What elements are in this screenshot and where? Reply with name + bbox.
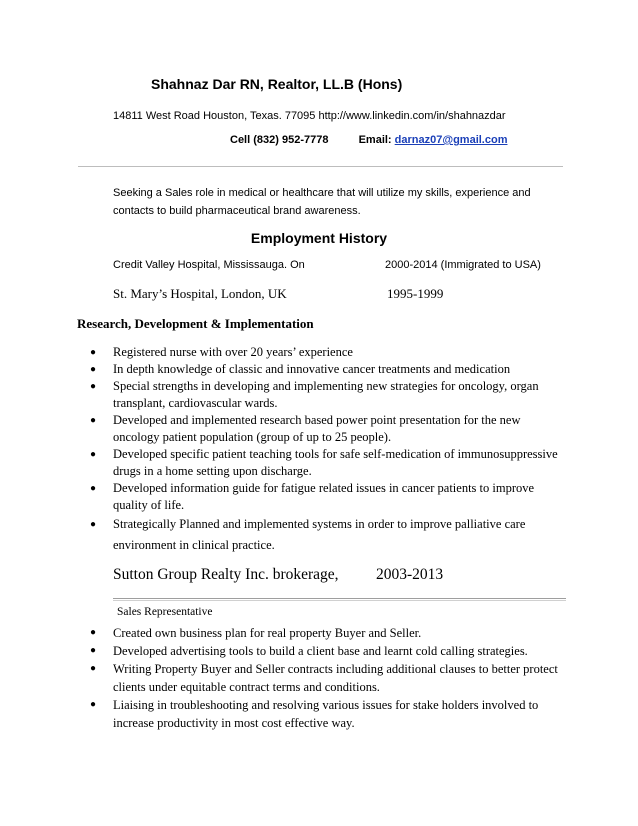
employment-history-heading: Employment History <box>250 230 388 246</box>
bullet-icon: ● <box>90 415 97 426</box>
job-employer: St. Mary’s Hospital, London, UK <box>113 286 287 301</box>
list-item: ● In depth knowledge of classic and innovative cancer treatments and medication <box>90 362 511 376</box>
header-divider <box>78 166 563 167</box>
sutton-divider <box>113 598 566 599</box>
list-item: ● Strategically Planned and implemented systems in order to improve palliative care environment in clinical practice. <box>90 514 560 556</box>
bullet-icon: ● <box>90 645 97 656</box>
email-label: Email: <box>358 134 395 146</box>
list-item: ● Developed information guide for fatigue related issues in cancer patients to improve quality of life. <box>90 481 535 512</box>
list-item: ● Developed and implemented research based power point presentation for the new oncology patient population (group of up to 25 people). <box>90 413 521 444</box>
sutton-company: Sutton Group Realty Inc. brokerage, <box>113 566 339 583</box>
bullet-icon: ● <box>90 627 97 638</box>
list-item: ● Developed specific patient teaching tools for safe self-medication of immunosuppressive drugs in a home setting upon discharge. <box>90 447 558 478</box>
email-link[interactable]: darnaz07@gmail.com <box>394 134 508 146</box>
bullet-icon: ● <box>90 347 97 358</box>
research-bullet-list <box>90 344 560 556</box>
objective-statement: Seeking a Sales role in medical or healthcare that will utilize my skills, experience and contacts to build pharmaceutical brand awareness. <box>113 187 531 217</box>
list-item: ● Liaising in troubleshooting and resolving various issues for stake holders involved to increase productivity in most cost effective way. <box>90 698 539 730</box>
list-item: ● Developed advertising tools to build a client base and learnt cold calling strategies. <box>90 644 528 658</box>
bullet-icon: ● <box>90 519 97 530</box>
bullet-icon: ● <box>90 381 97 392</box>
list-item: ● Created own business plan for real property Buyer and Seller. <box>90 626 422 640</box>
list-item: ● Writing Property Buyer and Seller contracts including additional clauses to better protect clients under equitable contract terms and conditions. <box>90 662 558 694</box>
job-years: 1995-1999 <box>387 286 444 301</box>
bullet-icon: ● <box>90 663 97 674</box>
bullet-icon: ● <box>90 483 97 494</box>
resume-name: Shahnaz Dar RN, Realtor, LL.B (Hons) <box>151 76 403 92</box>
cell-phone: Cell (832) 952-7778 <box>230 134 329 146</box>
contact-line <box>230 134 507 146</box>
sutton-role: Sales Representative <box>117 606 213 618</box>
sutton-divider-shadow <box>113 600 566 601</box>
list-item: ● Special strengths in developing and implementing new strategies for oncology, organ transplant, cardiovascular wards. <box>90 379 539 410</box>
bullet-icon: ● <box>90 364 97 375</box>
job-employer: Credit Valley Hospital, Mississauga. On <box>113 259 305 271</box>
sutton-years: 2003-2013 <box>376 566 444 583</box>
bullet-icon: ● <box>90 449 97 460</box>
research-heading: Research, Development & Implementation <box>77 316 314 331</box>
job-years: 2000-2014 (Immigrated to USA) <box>385 259 541 271</box>
address-line: 14811 West Road Houston, Texas. 77095 http://www.linkedin.com/in/shahnazdar <box>113 110 506 122</box>
bullet-icon: ● <box>90 699 97 710</box>
sutton-bullet-list <box>90 624 566 732</box>
list-item: ● Registered nurse with over 20 years’ experience <box>90 345 353 359</box>
